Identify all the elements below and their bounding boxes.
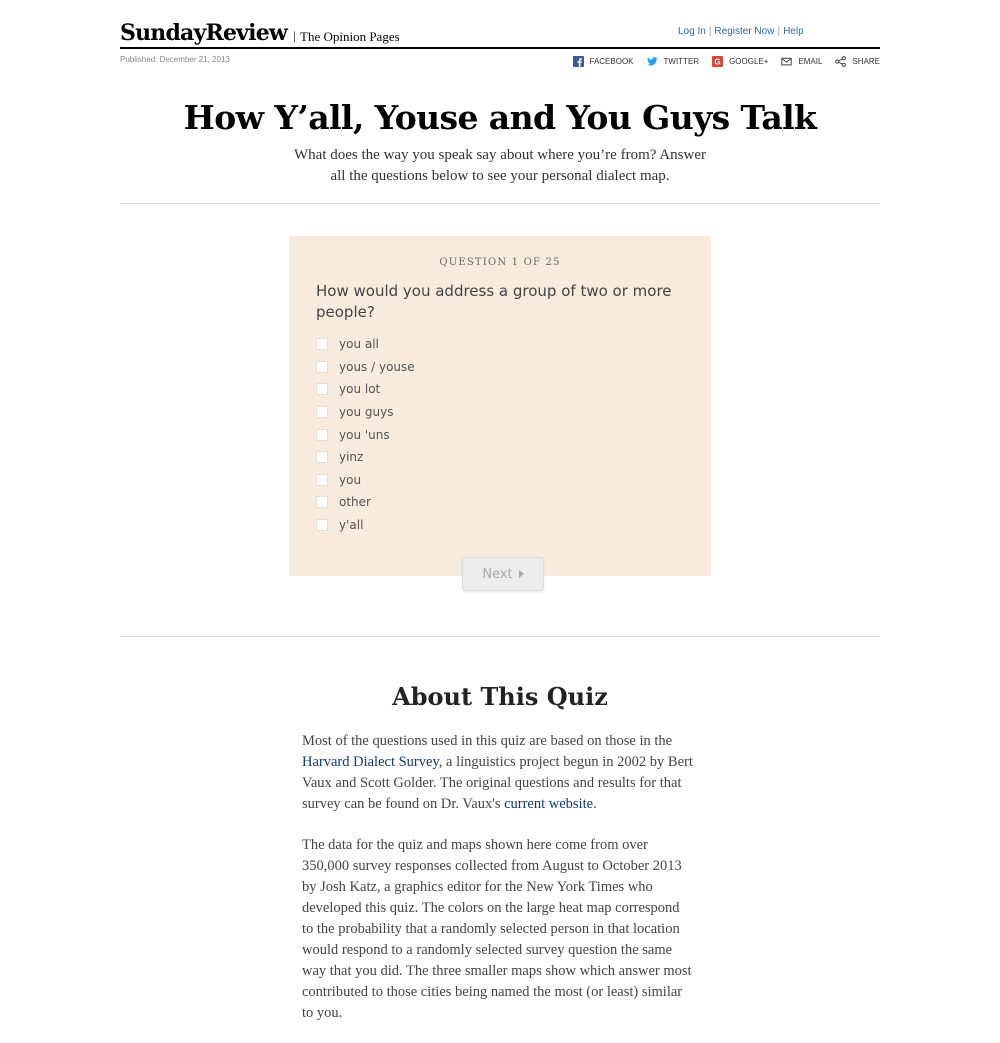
page-dek: What does the way you speak say about where you’re from? Answer all the questions below to see your personal dialect map. [294, 147, 706, 184]
answer-option[interactable] [316, 514, 415, 537]
google-plus-label: GOOGLE+ [729, 57, 769, 66]
checkbox-icon[interactable] [316, 406, 328, 418]
checkbox-icon[interactable] [316, 429, 328, 441]
logo[interactable]: SundayReview [120, 20, 288, 46]
quiz-card [289, 236, 711, 576]
answer-options [316, 333, 415, 536]
answer-option[interactable] [316, 469, 415, 492]
share-toolbar [573, 56, 881, 67]
checkbox-icon[interactable] [316, 496, 328, 508]
facebook-share-button[interactable] [573, 56, 634, 67]
answer-label: you 'uns [339, 427, 390, 442]
answer-option[interactable] [316, 423, 415, 446]
about-body [302, 731, 694, 1043]
harvard-dialect-survey-link[interactable]: Harvard Dialect Survey [302, 754, 439, 770]
answer-label: y'all [339, 518, 364, 533]
answer-option[interactable] [316, 401, 415, 424]
share-label: SHARE [852, 57, 880, 66]
section-divider [120, 636, 880, 637]
masthead [120, 18, 880, 49]
google-plus-icon [712, 56, 723, 67]
answer-label: other [339, 495, 371, 510]
more-share-button[interactable] [835, 56, 880, 67]
twitter-share-button[interactable] [647, 56, 700, 67]
checkbox-icon[interactable] [316, 361, 328, 373]
email-label: EMAIL [798, 57, 823, 66]
answer-option[interactable] [316, 378, 415, 401]
share-icon [835, 56, 846, 67]
user-links: Log In | Register Now | Help [678, 26, 804, 37]
twitter-icon [647, 56, 658, 67]
current-website-link[interactable]: current website [504, 796, 594, 812]
google-plus-share-button[interactable] [712, 56, 768, 67]
answer-label: you all [339, 337, 379, 352]
next-label: Next [482, 566, 513, 582]
checkbox-icon[interactable] [316, 338, 328, 350]
chevron-right-icon [519, 570, 524, 578]
question-text: How would you address a group of two or more people? [316, 282, 672, 321]
login-link[interactable]: Log In [678, 26, 706, 37]
about-paragraph: Most of the questions used in this quiz are based on those in the Harvard Dialect Survey, a linguistics project begun in 2002 by Bert Vaux and Scott Golder. The original questions and results for that survey can be found on Dr. Vaux's current website. [302, 733, 693, 812]
page-title: How Y’all, Youse and You Guys Talk [183, 98, 817, 137]
checkbox-icon[interactable] [316, 383, 328, 395]
about-paragraph: The data for the quiz and maps shown here come from over 350,000 survey responses collected from August to October 2013 by Josh Katz, a graphics editor for the New York Times who developed this quiz. The colors on the large heat map correspond to the probability that a randomly selected person in that location would respond to a randomly selected survey question the same way that you did. The three smaller maps show which answer most contributed to those cities being named the most (or least) similar to you. [302, 836, 692, 1021]
checkbox-icon[interactable] [316, 451, 328, 463]
checkbox-icon[interactable] [316, 474, 328, 486]
email-icon [781, 56, 792, 67]
register-link[interactable]: Register Now [714, 26, 775, 37]
section-subtitle[interactable]: The Opinion Pages [300, 29, 400, 44]
publish-date: Published: December 21, 2013 [120, 55, 230, 64]
answer-label: you [339, 472, 362, 487]
next-button[interactable] [462, 557, 544, 591]
answer-label: yinz [339, 450, 364, 465]
answer-option[interactable] [316, 333, 415, 356]
email-share-button[interactable] [781, 56, 822, 67]
answer-label: you lot [339, 382, 381, 397]
help-link[interactable]: Help [783, 26, 804, 37]
answer-label: you guys [339, 405, 394, 420]
section-divider [120, 203, 880, 204]
answer-label: yous / youse [339, 359, 415, 374]
facebook-label: FACEBOOK [589, 57, 634, 66]
facebook-icon [573, 56, 584, 67]
about-title: About This Quiz [392, 682, 608, 711]
logo-separator: | [293, 28, 296, 43]
checkbox-icon[interactable] [316, 519, 328, 531]
question-counter: QUESTION 1 OF 25 [439, 257, 561, 268]
answer-option[interactable] [316, 446, 415, 469]
answer-option[interactable] [316, 356, 415, 379]
twitter-label: TWITTER [663, 57, 700, 66]
svg-text:g: g [714, 57, 721, 67]
answer-option[interactable] [316, 491, 415, 514]
